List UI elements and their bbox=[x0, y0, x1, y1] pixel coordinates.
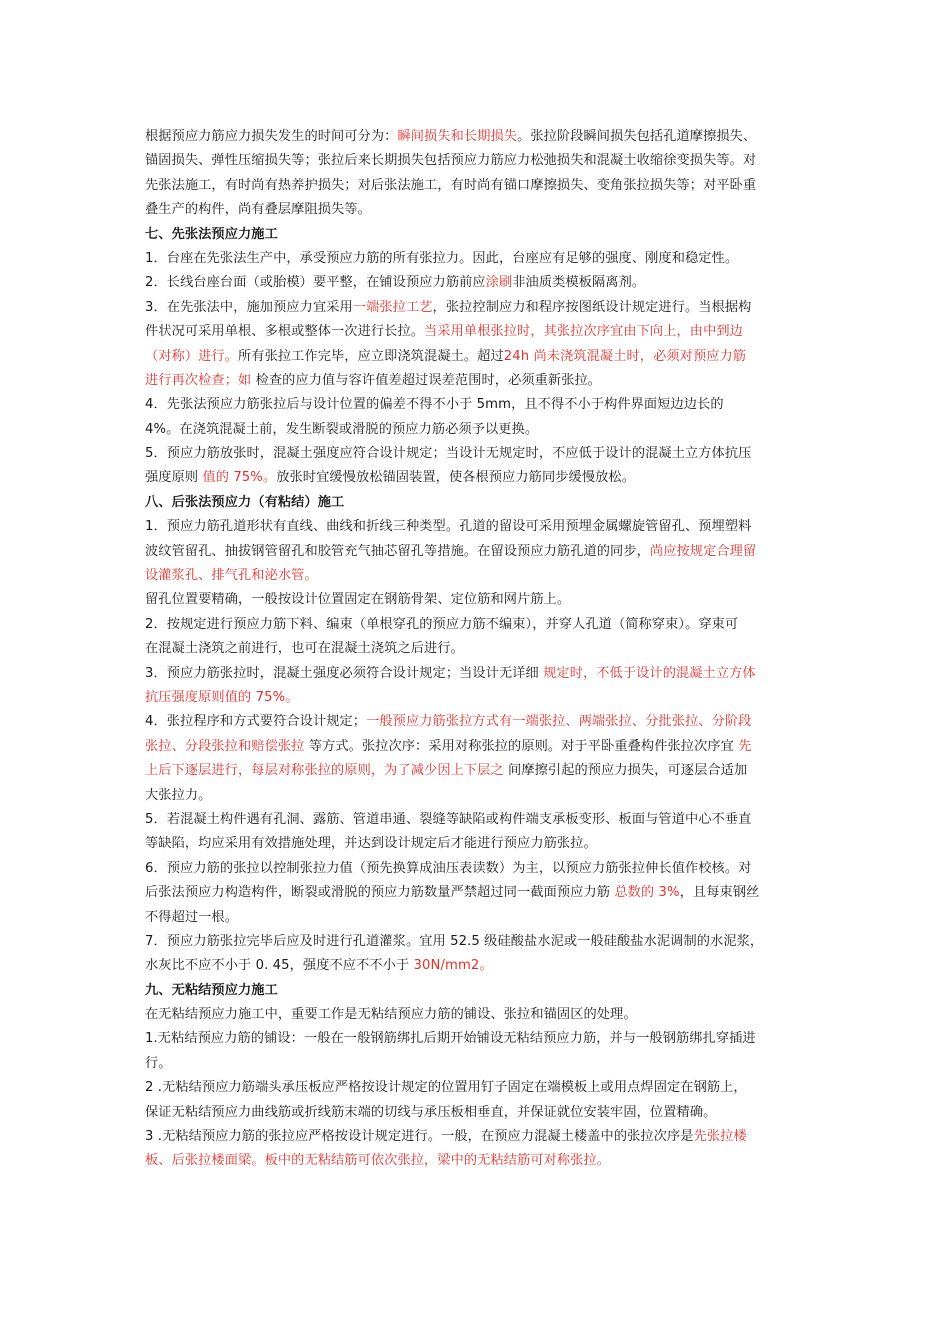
highlighted-text: 30N/mm2。 bbox=[413, 958, 493, 974]
text-segment: 保证无粘结预应力曲线筋或折线筋末端的切线与承压板相垂直，并保证就位安装牢固，位置精确。 bbox=[145, 1104, 717, 1120]
highlighted-text: 先 bbox=[738, 738, 752, 754]
text-line bbox=[145, 710, 810, 734]
text-segment: 九、无粘结预应力施工 bbox=[145, 982, 278, 998]
highlighted-text: 先张拉楼 bbox=[693, 1129, 747, 1145]
highlighted-text: 总数的 3% bbox=[614, 885, 680, 901]
text-line bbox=[145, 588, 810, 612]
text-segment: 后张法预应力构造构件，断裂或滑脱的预应力筋数量严禁超过同一截面预应力筋 bbox=[145, 885, 615, 901]
text-line bbox=[145, 637, 810, 661]
highlighted-text: 设灌浆孔、排气孔和泌水管。 bbox=[145, 568, 318, 584]
text-segment: ，且每束钢丝 bbox=[679, 885, 760, 901]
text-line bbox=[145, 393, 810, 417]
text-line bbox=[145, 906, 810, 930]
text-line bbox=[145, 613, 810, 637]
text-segment: 大张拉力。 bbox=[145, 787, 212, 803]
text-segment: 八、后张法预应力（有粘结）施工 bbox=[145, 494, 345, 510]
text-line bbox=[145, 149, 810, 173]
text-segment: 3．预应力筋张拉时，混凝土强度必须符合设计规定；当设计无详细 bbox=[145, 665, 544, 681]
text-segment: 2．按规定进行预应力筋下料、编束（单根穿孔的预应力筋不编束），并穿人孔道（简称穿束）。穿束可 bbox=[145, 616, 739, 632]
highlighted-text: 当采用单根张拉时，其张拉次序宜由下向上，由中到边 bbox=[424, 324, 743, 340]
text-line bbox=[145, 1101, 810, 1125]
text-line bbox=[145, 296, 810, 320]
text-segment: 间摩擦引起的预应力损失，可逐层合适加 bbox=[503, 763, 748, 779]
text-line bbox=[145, 442, 810, 466]
text-segment: 1．台座在先张法生产中，承受预应力筋的所有张拉力。因此，台座应有足够的强度、刚度和稳定性。 bbox=[145, 250, 739, 266]
highlighted-text: 24h 尚未浇筑混凝土时，必须对预应力筋 bbox=[503, 348, 747, 364]
highlighted-text: 一般预应力筋张拉方式有一端张拉、两端张拉、分批张拉、分阶段 bbox=[366, 714, 752, 730]
text-segment: 波纹管留孔、抽拔钢管留孔和胶管充气抽芯留孔等措施。在留设预应力筋孔道的同步， bbox=[145, 543, 650, 559]
text-segment: 非油质类模板隔离剂。 bbox=[512, 275, 646, 291]
highlighted-text: （对称）进行。 bbox=[145, 348, 239, 364]
text-line bbox=[145, 564, 810, 588]
text-segment: 3．在先张法中，施加预应力宜采用 bbox=[145, 299, 353, 315]
text-line bbox=[145, 686, 810, 710]
text-segment: 锚固损失、弹性压缩损失等；张拉后来长期损失包括预应力筋应力松弛损失和混凝土收缩徐变损失等。对 bbox=[145, 153, 757, 169]
text-segment: 不得超过一根。 bbox=[145, 909, 239, 925]
text-segment: 等缺陷，均应采用有效措施处理，并达到设计规定后才能进行预应力筋张拉。 bbox=[145, 836, 597, 852]
text-segment: 检查的应力值与容许值差超过误差范围时，必须重新张拉。 bbox=[251, 372, 602, 388]
text-line bbox=[145, 1027, 810, 1051]
text-segment: 7．预应力筋张拉完毕后应及时进行孔道灌浆。宜用 52.5 级硅酸盐水泥或一般硅酸盐水泥调制的水泥浆， bbox=[145, 933, 764, 949]
text-segment: 叠生产的构件，尚有叠层摩阻损失等。 bbox=[145, 202, 371, 218]
highlighted-text: 规定时，不低于设计的混凝土立方体 bbox=[543, 665, 756, 681]
text-segment: 2 .无粘结预应力筋端头承压板应严格按设计规定的位置用钉子固定在端模板上或用点焊固定在钢筋上， bbox=[145, 1080, 747, 1096]
text-segment: 行。 bbox=[145, 1055, 172, 1071]
text-line bbox=[145, 784, 810, 808]
text-line bbox=[145, 174, 810, 198]
text-line bbox=[145, 1149, 810, 1173]
text-line bbox=[145, 540, 810, 564]
highlighted-text: 进行再次检查；如 bbox=[145, 372, 252, 388]
text-segment: 先张法施工，有时尚有热养护损失；对后张法施工，有时尚有锚口摩擦损失、变角张拉损失等；对平卧重 bbox=[145, 177, 757, 193]
text-line bbox=[145, 369, 810, 393]
text-segment: 4．张拉程序和方式要符合设计规定； bbox=[145, 714, 367, 730]
text-segment: 件状况可采用单根、多根或整体一次进行长拉。 bbox=[145, 324, 425, 340]
text-line bbox=[145, 320, 810, 344]
highlighted-text: 一端张拉工艺 bbox=[352, 299, 433, 315]
highlighted-text: 涂刷 bbox=[485, 275, 513, 291]
highlighted-text: 抗压强度原则值的 75%。 bbox=[145, 689, 299, 705]
text-segment: 放张时宜缓慢放松锚固装置，使各根预应力筋同步缓慢放松。 bbox=[276, 470, 635, 486]
text-segment: 等方式。张拉次序：采用对称张拉的原则。对于平卧重叠构件张拉次序宜 bbox=[304, 738, 739, 754]
text-segment: 根据预应力筋应力损失发生的时间可分为： bbox=[145, 129, 398, 144]
section-heading bbox=[145, 491, 810, 515]
highlighted-text: 值的 75%。 bbox=[202, 470, 277, 486]
text-segment: 4%。在浇筑混凝土前，发生断裂或滑脱的预应力筋必须予以更换。 bbox=[145, 421, 539, 437]
text-segment: 5．预应力筋放张时，混凝土强度应符合设计规定；当设计无规定时，不应低于设计的混凝土立方体抗压 bbox=[145, 446, 752, 462]
text-segment: 七、先张法预应力施工 bbox=[145, 226, 278, 242]
text-line bbox=[145, 345, 810, 369]
highlighted-text: 上后下逐层进行，每层对称张拉的原则，为了减少因上下层之 bbox=[145, 763, 504, 779]
text-line bbox=[145, 1052, 810, 1076]
text-segment: ，张拉控制应力和程序按图纸设计规定进行。当根据构 bbox=[432, 299, 752, 315]
text-line bbox=[145, 954, 810, 978]
text-segment: 在混凝土浇筑之前进行，也可在混凝土浇筑之后进行。 bbox=[145, 641, 464, 657]
text-line bbox=[145, 832, 810, 856]
text-line bbox=[145, 662, 810, 686]
text-line bbox=[145, 881, 810, 905]
text-segment: 1.无粘结预应力筋的铺设：一般在一般钢筋绑扎后期开始铺设无粘结预应力筋，并与一般钢筋绑扎穿插进 bbox=[145, 1031, 756, 1047]
text-segment: 。张拉阶段瞬间损失包括孔道摩擦损失、 bbox=[517, 129, 757, 144]
document-page bbox=[145, 125, 810, 1174]
text-line bbox=[145, 857, 810, 881]
text-segment: 5．若混凝土构件遇有孔洞、露筋、管道串通、裂缝等缺陷或构件端支承板变形、板面与管道中心不垂直 bbox=[145, 811, 752, 827]
highlighted-text: 板、后张拉楼面梁。板中的无粘结筋可依次张拉，梁中的无粘结筋可对称张拉。 bbox=[145, 1153, 611, 1169]
text-line bbox=[145, 125, 810, 149]
text-line bbox=[145, 759, 810, 783]
text-line bbox=[145, 515, 810, 539]
text-line bbox=[145, 198, 810, 222]
text-line bbox=[145, 418, 810, 442]
text-segment: 3 .无粘结预应力筋的张拉应严格按设计规定进行。一般，在预应力混凝土楼盖中的张拉次序是 bbox=[145, 1129, 694, 1145]
text-segment: 在无粘结预应力施工中，重要工作是无粘结预应力筋的铺设、张拉和锚固区的处理。 bbox=[145, 1007, 637, 1023]
text-line bbox=[145, 808, 810, 832]
section-heading bbox=[145, 223, 810, 247]
text-line bbox=[145, 1003, 810, 1027]
text-line bbox=[145, 271, 810, 295]
section-heading bbox=[145, 979, 810, 1003]
highlighted-text: 张拉、分段张拉和赔偿张拉 bbox=[145, 738, 305, 754]
text-segment: 留孔位置要精确，一般按设计位置固定在钢筋骨架、定位筋和网片筋上。 bbox=[145, 592, 571, 608]
text-segment: 水灰比不应不小于 0. 45，强度不应不不小于 bbox=[145, 958, 414, 974]
text-segment: 所有张拉工作完毕，应立即浇筑混凝土。超过 bbox=[238, 348, 504, 364]
text-segment: 2．长线台座台面（或胎模）要平整，在铺设预应力筋前应 bbox=[145, 275, 486, 291]
text-line bbox=[145, 247, 810, 271]
text-segment: 4．先张法预应力筋张拉后与设计位置的偏差不得不小于 5mm，且不得不小于构件界面短边边长的 bbox=[145, 397, 724, 413]
text-segment: 1．预应力筋孔道形状有直线、曲线和折线三种类型。孔道的留设可采用预埋金属螺旋管留孔、预埋塑料 bbox=[145, 519, 752, 535]
text-segment: 强度原则 bbox=[145, 470, 203, 486]
text-line bbox=[145, 735, 810, 759]
text-segment: 6．预应力筋的张拉以控制张拉力值（预先换算成油压表读数）为主，以预应力筋张拉伸长值作校核。对 bbox=[145, 860, 752, 876]
text-line bbox=[145, 1076, 810, 1100]
text-line bbox=[145, 930, 810, 954]
highlighted-text: 瞬间损失和长期损失 bbox=[397, 129, 518, 144]
text-line bbox=[145, 466, 810, 490]
text-line bbox=[145, 1125, 810, 1149]
highlighted-text: 尚应按规定合理留 bbox=[649, 543, 757, 559]
